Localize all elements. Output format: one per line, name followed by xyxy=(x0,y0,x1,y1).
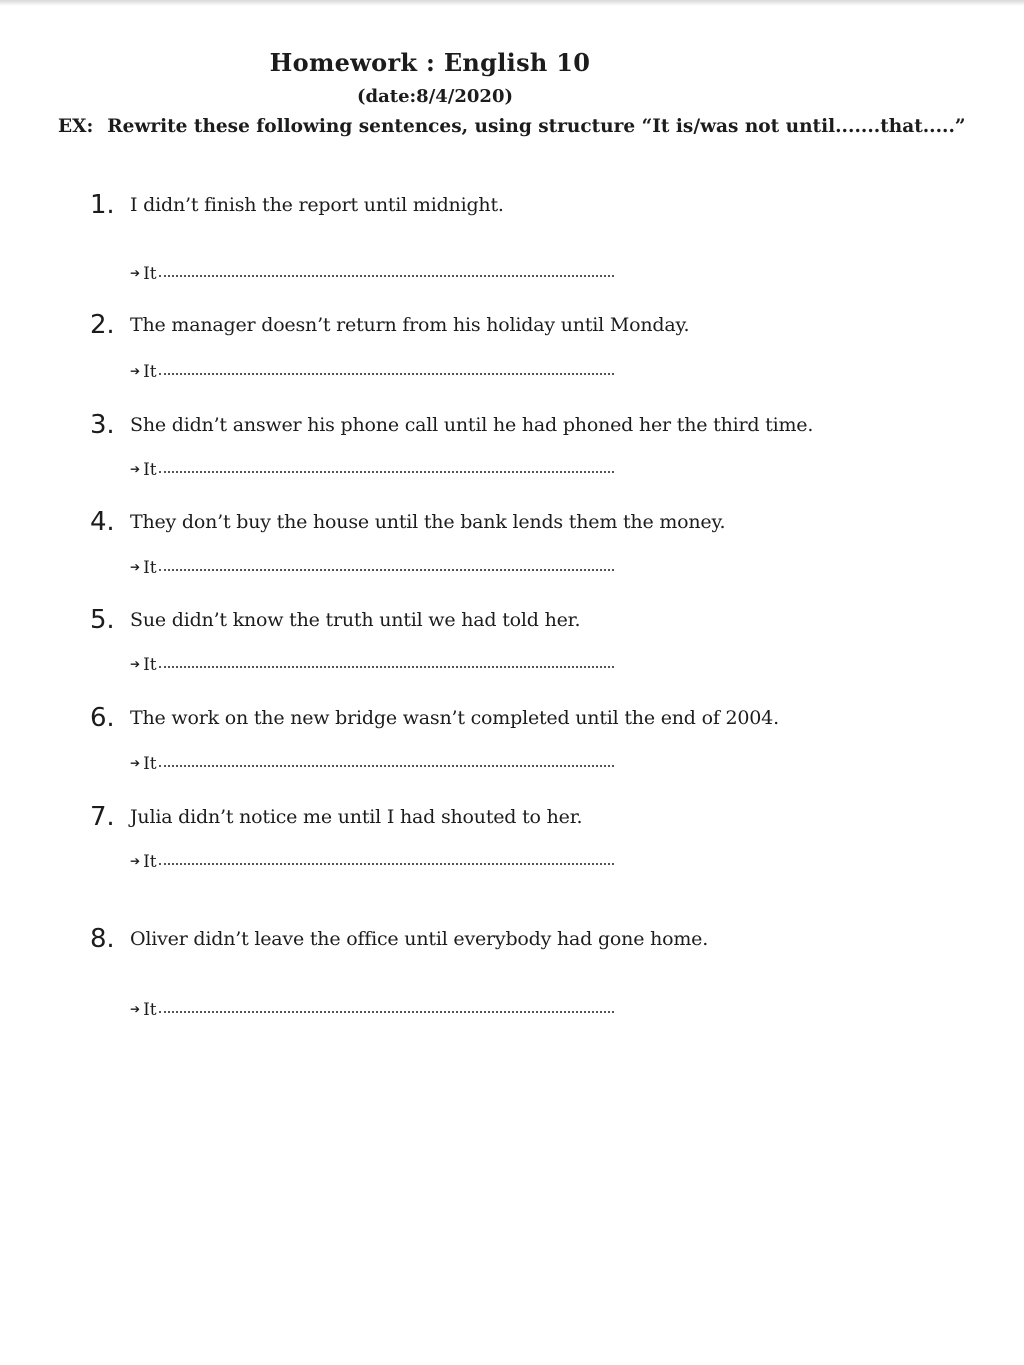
exercise-text: Julia didn’t notice me until I had shouted to her. xyxy=(130,806,583,828)
answer-line[interactable] xyxy=(130,655,614,675)
answer-line[interactable] xyxy=(130,852,614,872)
instruction-text: Rewrite these following sentences, using structure “It is/was not until.......that.....” xyxy=(107,116,966,137)
arrow-icon: ➔ xyxy=(130,266,141,280)
answer-line[interactable] xyxy=(130,754,614,774)
arrow-icon: ➔ xyxy=(130,1002,141,1016)
answer-blank[interactable] xyxy=(159,371,614,375)
exercise-item-1 xyxy=(90,190,990,284)
answer-blank[interactable] xyxy=(159,469,614,473)
answer-blank[interactable] xyxy=(159,664,614,668)
exercise-text: The work on the new bridge wasn’t completed until the end of 2004. xyxy=(130,707,779,729)
answer-prefix: It xyxy=(143,558,157,578)
arrow-icon: ➔ xyxy=(130,657,141,671)
answer-blank[interactable] xyxy=(159,273,614,277)
exercise-text: Sue didn’t know the truth until we had told her. xyxy=(130,609,581,631)
exercise-sentence xyxy=(90,310,990,340)
exercise-number: 2. xyxy=(90,310,115,340)
exercise-number: 1. xyxy=(90,190,115,220)
exercise-sentence xyxy=(90,190,990,220)
exercise-sentence xyxy=(90,703,990,733)
exercise-item-3 xyxy=(90,410,990,480)
answer-line[interactable] xyxy=(130,460,614,480)
instruction xyxy=(58,116,1008,137)
exercise-text: The manager doesn’t return from his holiday until Monday. xyxy=(130,314,690,336)
worksheet-date: (date:8/4/2020) xyxy=(357,86,513,107)
exercise-number: 4. xyxy=(90,507,115,537)
exercise-number: 7. xyxy=(90,802,115,832)
exercise-number: 6. xyxy=(90,703,115,733)
instruction-label: EX: xyxy=(58,116,94,137)
arrow-icon: ➔ xyxy=(130,364,141,378)
exercise-number: 8. xyxy=(90,924,115,954)
exercise-item-7 xyxy=(90,802,990,872)
exercise-text: She didn’t answer his phone call until he had phoned her the third time. xyxy=(130,414,814,436)
exercise-number: 5. xyxy=(90,605,115,635)
arrow-icon: ➔ xyxy=(130,560,141,574)
answer-blank[interactable] xyxy=(159,861,614,865)
arrow-icon: ➔ xyxy=(130,756,141,770)
arrow-icon: ➔ xyxy=(130,462,141,476)
exercise-sentence xyxy=(90,605,990,635)
exercise-text: I didn’t finish the report until midnight. xyxy=(130,194,504,216)
exercise-item-5 xyxy=(90,605,990,675)
answer-line[interactable] xyxy=(130,1000,614,1020)
answer-prefix: It xyxy=(143,754,157,774)
answer-line[interactable] xyxy=(130,264,614,284)
answer-line[interactable] xyxy=(130,558,614,578)
answer-blank[interactable] xyxy=(159,567,614,571)
exercise-item-6 xyxy=(90,703,990,774)
exercise-sentence xyxy=(90,802,990,832)
exercise-text: They don’t buy the house until the bank lends them the money. xyxy=(130,511,726,533)
answer-line[interactable] xyxy=(130,362,614,382)
answer-blank[interactable] xyxy=(159,1009,614,1013)
exercise-text: Oliver didn’t leave the office until everybody had gone home. xyxy=(130,928,709,950)
exercise-item-8 xyxy=(90,924,990,1020)
answer-prefix: It xyxy=(143,852,157,872)
exercise-sentence xyxy=(90,924,990,954)
page-top-edge xyxy=(0,0,1024,6)
exercise-item-4 xyxy=(90,507,990,578)
exercise-item-2 xyxy=(90,310,990,382)
worksheet-title: Homework : English 10 xyxy=(269,48,591,77)
answer-prefix: It xyxy=(143,460,157,480)
exercise-sentence xyxy=(90,507,990,537)
exercise-sentence xyxy=(90,410,990,440)
answer-prefix: It xyxy=(143,655,157,675)
answer-prefix: It xyxy=(143,362,157,382)
answer-prefix: It xyxy=(143,264,157,284)
answer-prefix: It xyxy=(143,1000,157,1020)
arrow-icon: ➔ xyxy=(130,854,141,868)
exercise-number: 3. xyxy=(90,410,115,440)
answer-blank[interactable] xyxy=(159,763,614,767)
